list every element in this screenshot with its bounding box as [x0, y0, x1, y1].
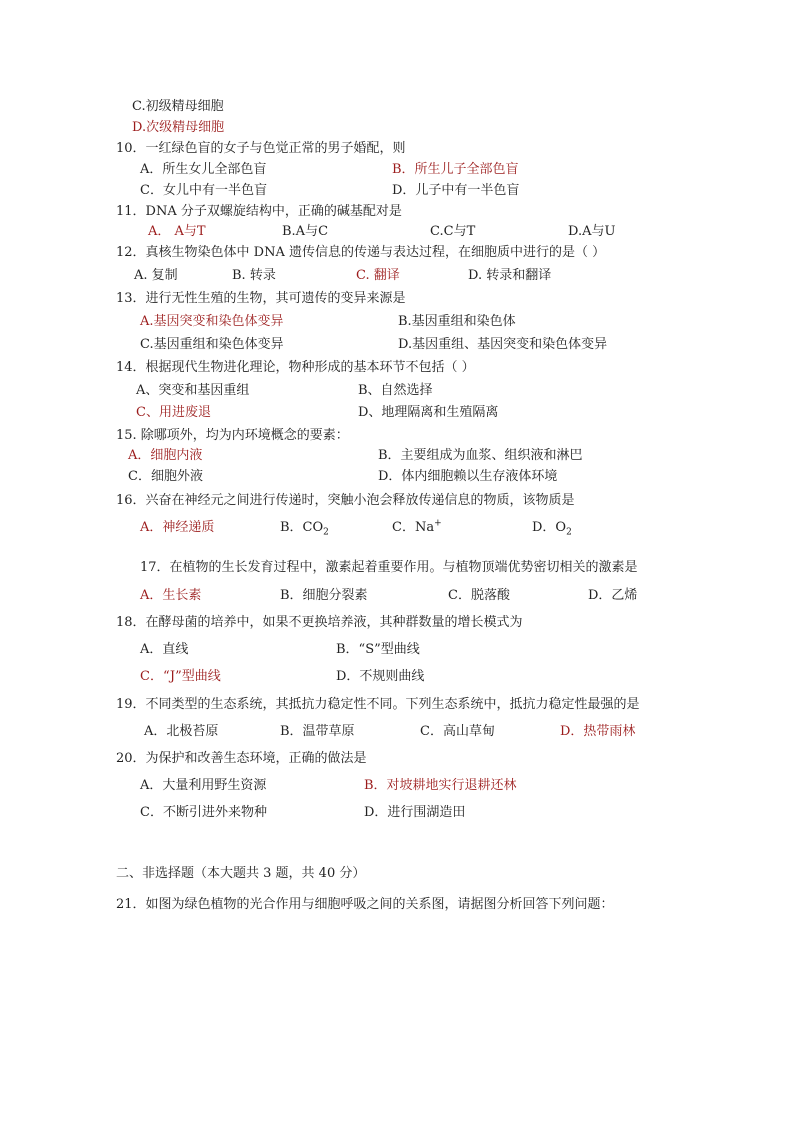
q18-option-b: B．“S”型曲线 [336, 642, 420, 657]
q14-stem: 14．根据现代生物进化理论，物种形成的基本环节不包括（ ） [116, 360, 475, 375]
q10-option-a: A．所生女儿全部色盲 [140, 162, 267, 177]
q14-option-a: A、突变和基因重组 [136, 383, 250, 398]
q17-option-d: D．乙烯 [588, 588, 638, 603]
q17-option-a: A．生长素 [140, 588, 202, 603]
q13-stem: 13．进行无性生殖的生物，其可遗传的变异来源是 [116, 291, 406, 306]
q9-option-d: D.次级精母细胞 [132, 120, 225, 135]
q19-option-a: A．北极苔原 [144, 724, 219, 739]
q15-option-d: D．体内细胞赖以生存液体环境 [378, 469, 558, 484]
q11-option-d: D.A与U [568, 224, 616, 239]
q14-option-c: C、用进废退 [136, 405, 211, 420]
q12-stem: 12．真核生物染色体中 DNA 遗传信息的传递与表达过程，在细胞质中进行的是（ ） [116, 245, 606, 260]
q13-option-c: C.基因重组和染色体变异 [140, 337, 284, 352]
q18-stem: 18．在酵母菌的培养中，如果不更换培养液，其种群数量的增长模式为 [116, 615, 523, 630]
q13-option-d: D.基因重组、基因突变和染色体变异 [398, 337, 608, 352]
q14-option-b: B、自然选择 [358, 383, 433, 398]
q21-stem: 21．如图为绿色植物的光合作用与细胞呼吸之间的关系图，请据图分析回答下列问题： [116, 897, 614, 912]
q16-option-c: C．Na+ [392, 518, 442, 535]
q15-option-b: B．主要组成为血浆、组织液和淋巴 [378, 448, 583, 463]
q15-stem: 15. 除哪项外，均为内环境概念的要素： [116, 428, 349, 443]
q20-option-c: C．不断引进外来物种 [140, 805, 267, 820]
q16-option-a: A．神经递质 [140, 520, 215, 535]
q18-option-d: D．不规则曲线 [336, 669, 425, 684]
q12-option-b: B. 转录 [232, 268, 276, 283]
q12-option-c: C. 翻译 [356, 268, 400, 283]
q19-option-b: B．温带草原 [280, 724, 355, 739]
q10-stem: 10．一红绿色盲的女子与色觉正常的男子婚配，则 [116, 141, 406, 156]
q11-option-c: C.C与T [430, 224, 476, 239]
q16-option-d: D．$O_2$ [532, 520, 572, 538]
q12-option-a: A. 复制 [134, 268, 178, 283]
q20-option-a: A．大量利用野生资源 [140, 778, 267, 793]
q10-option-b: B．所生儿子全部色盲 [392, 162, 519, 177]
q15-option-a: A．细胞内液 [128, 448, 203, 463]
q16-stem: 16．兴奋在神经元之间进行传递时，突触小泡会释放传递信息的物质，该物质是 [116, 493, 575, 508]
q10-option-d: D．儿子中有一半色盲 [392, 183, 520, 198]
q11-option-a: A． A与T [148, 224, 206, 239]
q18-option-a: A．直线 [140, 642, 189, 657]
q13-option-a: A.基因突变和染色体变异 [140, 314, 284, 329]
q14-option-d: D、地理隔离和生殖隔离 [358, 405, 499, 420]
q12-option-d: D. 转录和翻译 [468, 268, 552, 283]
q19-stem: 19．不同类型的生态系统，其抵抗力稳定性不同。下列生态系统中，抵抗力稳定性最强的是 [116, 697, 640, 712]
q18-option-c: C．“J”型曲线 [140, 669, 221, 684]
q17-stem: 17．在植物的生长发育过程中，激素起着重要作用。与植物顶端优势密切相关的激素是 [140, 560, 638, 575]
q11-option-b: B.A与C [282, 224, 329, 239]
q11-stem: 11．DNA 分子双螺旋结构中，正确的碱基配对是 [116, 204, 402, 219]
q10-option-c: C．女儿中有一半色盲 [140, 183, 267, 198]
q17-option-b: B．细胞分裂素 [280, 588, 368, 603]
q15-option-c: C．细胞外液 [128, 469, 203, 484]
q20-option-b: B．对坡耕地实行退耕还林 [364, 778, 517, 793]
q19-option-d: D．热带雨林 [560, 724, 636, 739]
q16-option-b: B．$CO_2$ [280, 520, 329, 538]
section2-title: 二、非选择题（本大题共 3 题，共 40 分） [116, 866, 366, 881]
q20-stem: 20．为保护和改善生态环境，正确的做法是 [116, 751, 367, 766]
q9-option-c: C.初级精母细胞 [132, 99, 224, 114]
q17-option-c: C．脱落酸 [448, 588, 510, 603]
q13-option-b: B.基因重组和染色体 [398, 314, 516, 329]
q19-option-c: C．高山草甸 [420, 724, 495, 739]
q20-option-d: D．进行围湖造田 [364, 805, 466, 820]
